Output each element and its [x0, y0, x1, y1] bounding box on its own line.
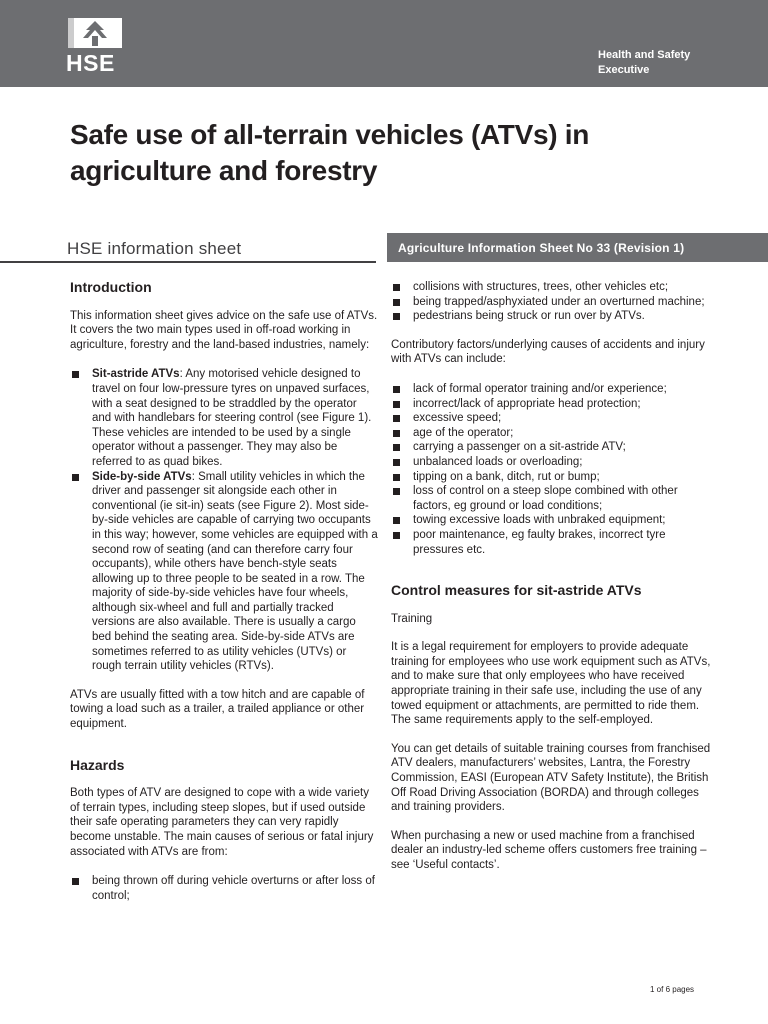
factor-text: lack of formal operator training and/or experience;	[413, 382, 667, 395]
factor-text: unbalanced loads or overloading;	[413, 455, 583, 468]
page-title	[70, 117, 690, 189]
training-paragraph-2: You can get details of suitable training courses from franchised ATV dealers, manufacturers’ websites, Lantra, the Forestry Commission, EASI (European ATV Safety Institute), the British Off Road Driving Association (BORDA) and through colleges and training providers.	[391, 742, 711, 814]
list-item	[391, 280, 711, 295]
training-paragraph-1: It is a legal requirement for employers to provide adequate training for employees who use work equipment such as ATVs, and to make sure that only employees who have received appropriate training in their safe use, including the use of any towed equipment or attachments, are permitted to ride them. The same requirements apply to the self-employed.	[391, 641, 711, 727]
factor-text: loss of control on a steep slope combined with other factors, eg ground or load conditions;	[413, 485, 678, 512]
bullet-icon	[72, 878, 79, 885]
list-item	[391, 484, 711, 513]
list-item	[70, 874, 378, 903]
divider	[0, 261, 376, 263]
factor-text: excessive speed;	[413, 412, 502, 425]
list-item	[70, 470, 378, 674]
control-measures-heading: Control measures for sit-astride ATVs	[391, 582, 642, 599]
factor-text: towing excessive loads with unbraked equipment;	[413, 514, 666, 527]
list-item	[70, 367, 378, 469]
list-item	[391, 513, 711, 528]
page-number: 1 of 6 pages	[650, 985, 695, 994]
cause-text: collisions with structures, trees, other vehicles etc;	[413, 281, 669, 293]
bullet-icon	[393, 386, 400, 393]
header-band	[0, 0, 768, 87]
bullet-icon	[393, 444, 400, 451]
list-item	[391, 397, 711, 412]
org-name-line1: Health and Safety	[598, 49, 691, 61]
hazards-heading: Hazards	[70, 756, 125, 773]
factor-text: age of the operator;	[413, 426, 514, 439]
causes-list-continued	[391, 280, 711, 324]
sheet-number-label: Agriculture Information Sheet No 33 (Revision 1)	[398, 241, 685, 255]
bullet-icon	[393, 488, 400, 495]
factor-text: tipping on a bank, ditch, rut or bump;	[413, 470, 600, 483]
org-name-line2: Executive	[598, 64, 650, 76]
list-item	[391, 455, 711, 470]
list-item	[391, 295, 711, 310]
bullet-icon	[72, 474, 79, 481]
factor-text: carrying a passenger on a sit-astride ATV;	[413, 441, 626, 454]
atv-types-list	[70, 367, 378, 673]
tow-paragraph: ATVs are usually fitted with a tow hitch and are capable of towing a load such as a trailer, a trailed appliance or other equipment.	[70, 688, 365, 731]
factors-intro: Contributory factors/underlying causes of accidents and injury with ATVs can include:	[391, 338, 705, 366]
bullet-icon	[393, 517, 400, 524]
bullet-icon	[393, 430, 400, 437]
hse-logo-text: HSE	[66, 50, 115, 76]
bullet-icon	[393, 415, 400, 422]
cause-text: being trapped/asphyxiated under an overturned machine;	[413, 295, 705, 308]
bullet-icon	[72, 371, 79, 378]
training-paragraph-3: When purchasing a new or used machine from a franchised dealer an industry-led scheme offers customers free training – see ‘Useful contacts’.	[391, 829, 707, 871]
bullet-icon	[393, 474, 400, 481]
bullet-icon	[393, 459, 400, 466]
intro-paragraph: This information sheet gives advice on the safe use of ATVs. It covers the two main types used in off-road working in agriculture, forestry and the land-based industries, namely:	[70, 309, 378, 351]
bullet-icon	[393, 313, 400, 320]
list-item	[391, 309, 711, 324]
list-item	[391, 382, 711, 397]
bullet-icon	[393, 401, 400, 408]
list-item	[391, 470, 711, 485]
info-sheet-label: HSE information sheet	[67, 239, 242, 258]
introduction-heading: Introduction	[70, 279, 152, 295]
factors-list	[391, 382, 711, 557]
bullet-icon	[393, 532, 400, 539]
type-text: : Any motorised vehicle designed to travel on four low-pressure tyres on unpaved surfaces, with a seat designed to be straddled by the operator and with handlebars for steering control (see Figure 1). These vehicles are intended to be used by a single operator without a passenger. They may also be referred to as quad bikes.	[92, 368, 372, 468]
bullet-icon	[393, 299, 400, 306]
causes-list	[70, 874, 378, 903]
training-subheading: Training	[391, 612, 433, 625]
type-term: Sit-astride ATVs	[92, 368, 180, 381]
factor-text: incorrect/lack of appropriate head protection;	[413, 397, 641, 410]
list-item	[391, 528, 711, 557]
list-item	[391, 411, 711, 426]
title-line1: Safe use of all-terrain vehicles (ATVs) in	[70, 119, 590, 150]
right-column	[391, 280, 711, 873]
list-item	[391, 440, 711, 455]
left-column	[70, 280, 378, 903]
factor-text: poor maintenance, eg faulty brakes, incorrect tyre pressures etc.	[413, 528, 666, 556]
cause-text: pedestrians being struck or run over by ATVs.	[413, 310, 645, 323]
list-item	[391, 426, 711, 441]
title-line2: agriculture and forestry	[70, 155, 378, 186]
cause-text: being thrown off during vehicle overturns or after loss of control;	[92, 875, 375, 902]
type-text: : Small utility vehicles in which the driver and passenger sit alongside each other in conventional (ie sit-in) seats (see Figure 2). Most side-by-side vehicles are capable of carrying two occupants in this way; however, some vehicles are equipped with a second row of seating (and can therefore carry four occupants), while others have bench-style seats allowing up to three people to be seated in a row. The majority of side-by-side vehicles have four wheels, although six-wheel and full and partially tracked versions are also available. There is usually a cargo bed behind the seating area. Side-by-side ATVs are sometimes referred to as utility vehicles (UTVs) or rough terrain utility vehicles (RTVs).	[92, 470, 378, 673]
organisation-name	[598, 48, 748, 78]
type-term: Side-by-side ATVs	[92, 470, 192, 483]
hazards-paragraph: Both types of ATV are designed to cope with a wide variety of terrain types, including steep slopes, but if used outside their safe operating parameters they can very rapidly become unstable. The main causes of serious or fatal injury associated with ATVs are from:	[70, 787, 374, 858]
bullet-icon	[393, 284, 400, 291]
